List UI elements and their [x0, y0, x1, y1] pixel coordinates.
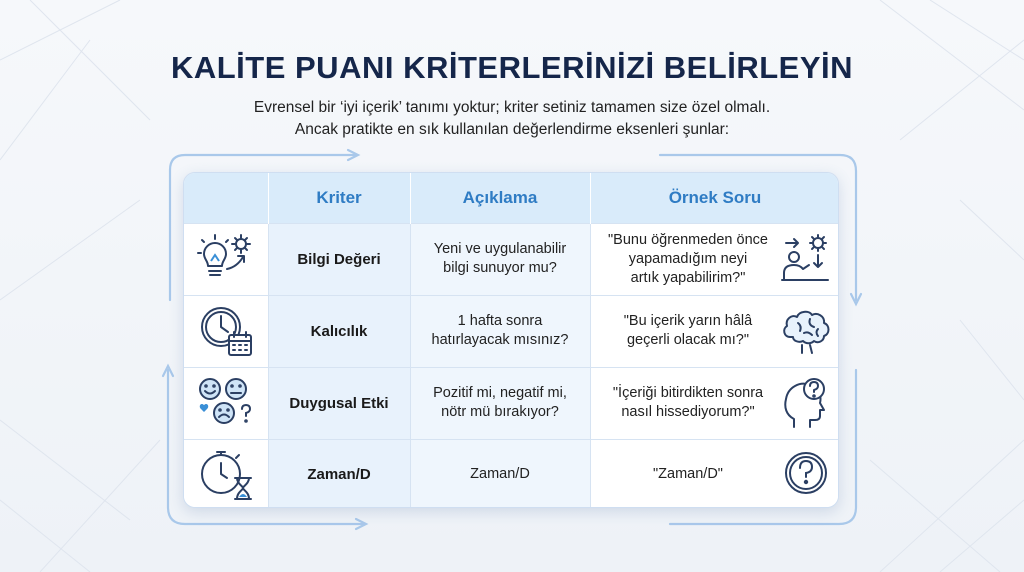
header-example: Örnek Soru	[590, 173, 839, 223]
example-line: geçerli olacak mı?"	[626, 332, 749, 348]
example-line: "Zaman/D"	[653, 465, 723, 482]
subtitle-line-1: Evrensel bir ‘iyi içerik’ tanımı yoktur; kriter setiniz tamamen size özel olmalı.	[253, 99, 771, 116]
example-line: nasıl hissediyorum?"	[621, 404, 755, 420]
table-row	[184, 367, 839, 439]
emotion-faces-icon	[196, 375, 256, 431]
description-cell	[410, 367, 590, 439]
header-criterion: Kriter	[268, 173, 410, 223]
table-row	[184, 295, 839, 367]
description-cell	[410, 439, 590, 508]
clock-calendar-icon	[197, 303, 255, 359]
description-line: Yeni ve uygulanabilir	[433, 241, 567, 257]
example-line: artık yapabilirim?"	[630, 269, 746, 286]
lightbulb-gear-icon	[197, 231, 255, 287]
stopwatch-hourglass-icon	[197, 446, 255, 502]
head-question-icon	[780, 375, 830, 429]
description-line: hatırlayacak mısınız?	[431, 332, 569, 348]
subtitle-line-2: Ancak pratikte en sık kullanılan değerlendirme eksenleri şunlar:	[294, 121, 730, 138]
example-line: "İçeriği bitirdikten sonra	[612, 385, 764, 401]
page-title: KALİTE PUANI KRİTERLERİNİZİ BELİRLEYİN	[170, 50, 854, 85]
brain-icon	[780, 307, 834, 355]
header-description: Açıklama	[410, 173, 590, 223]
criterion-cell: Duygusal Etki	[268, 367, 410, 439]
page-subtitle	[0, 97, 1024, 141]
description-cell	[410, 223, 590, 295]
description-line: 1 hafta sonra	[457, 313, 543, 329]
description-line: nötr mü bırakıyor?	[441, 404, 559, 420]
criterion-cell: Bilgi Değeri	[268, 223, 410, 295]
criteria-table	[184, 173, 839, 508]
description-line: Zaman/D	[470, 465, 530, 482]
example-line: "Bunu öğrenmeden önce	[608, 231, 768, 248]
description-line: bilgi sunuyor mu?	[443, 260, 557, 276]
question-circle-icon	[784, 451, 828, 495]
example-line: "Bu içerik yarın hâlâ	[623, 313, 753, 329]
header-icon-column	[184, 173, 268, 223]
table-row	[184, 223, 839, 295]
table-row	[184, 439, 839, 508]
description-cell	[410, 295, 590, 367]
person-growth-icon	[780, 233, 832, 285]
example-line: yapamadığım neyi	[628, 250, 748, 267]
table-header-row	[184, 173, 839, 223]
description-line: Pozitif mi, negatif mi,	[433, 385, 567, 401]
criterion-cell: Zaman/D	[268, 439, 410, 508]
criterion-cell: Kalıcılık	[268, 295, 410, 367]
criteria-table-card	[183, 172, 839, 508]
